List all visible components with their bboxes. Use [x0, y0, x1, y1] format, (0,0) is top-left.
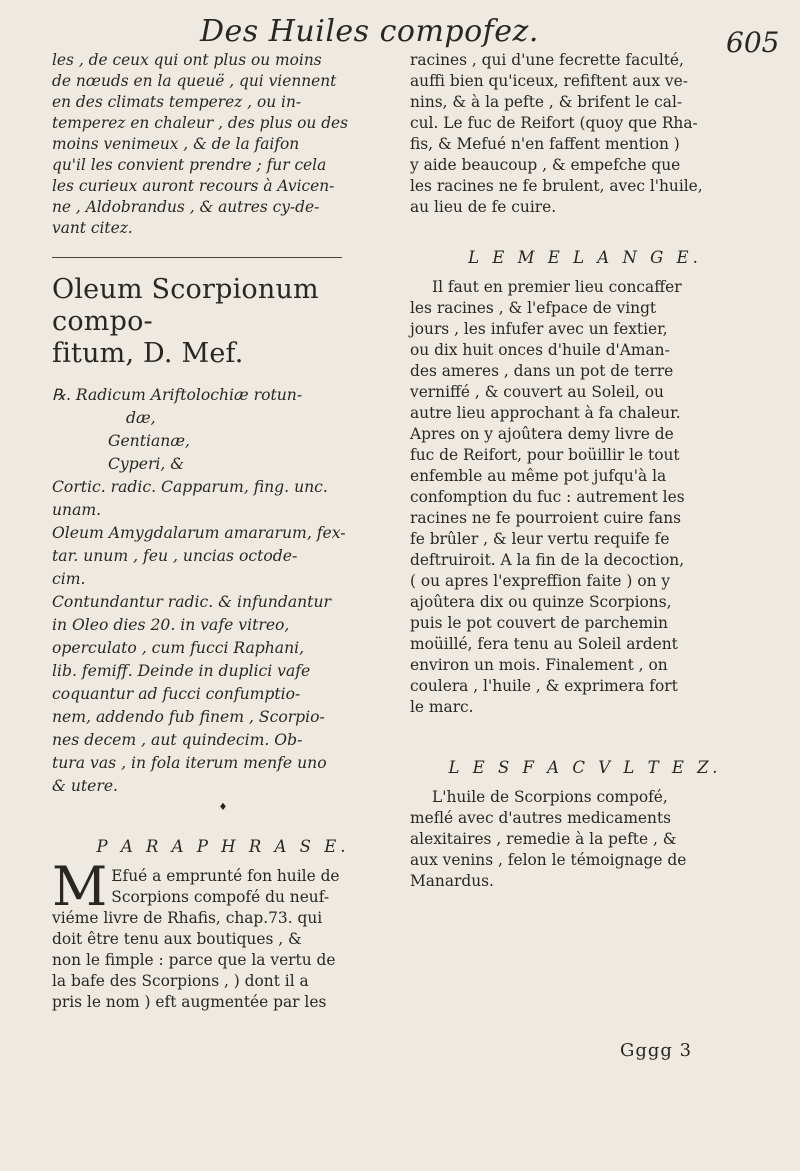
text-line: les curieux auront recours à Avicen- [52, 177, 335, 195]
paraphrase-heading: P A R A P H R A S E. [96, 837, 350, 856]
formula-line: operculato , cum fucci Raphani, [52, 639, 305, 657]
text-line: ajoûtera dix ou quinze Scorpions, [410, 593, 672, 611]
formula-line: Gentianæ, [108, 432, 190, 450]
text-line: meflé avec d'autres medicaments [410, 809, 672, 827]
formula-line: dæ, [126, 409, 156, 427]
text-line: racines , qui d'une fecrette faculté, [410, 51, 684, 69]
formula-line: unam. [52, 501, 102, 519]
text-line: environ un mois. Finalement , on [410, 656, 668, 674]
formula-line: nes decem , aut quindecim. Ob- [52, 731, 303, 749]
formula-line: ℞. Radicum Ariftolochiæ rotun- [52, 386, 303, 404]
formula-line: Contundantur radic. & infundantur [52, 593, 331, 611]
text-line: L'huile de Scorpions compofé, [432, 788, 668, 806]
left-column [52, 50, 394, 1013]
intro-paragraph-left [52, 50, 394, 239]
facultez-paragraph [410, 787, 760, 892]
drop-cap: M [52, 855, 108, 918]
paraphrase-paragraph [52, 855, 394, 1013]
page-number: 605 [726, 26, 780, 59]
formula-line: cim. [52, 570, 86, 588]
running-title: Des Huiles compofez. [200, 14, 539, 49]
text-line: Apres on y ajoûtera demy livre de [410, 425, 674, 443]
text-line: la bafe des Scorpions , ) dont il a [52, 972, 309, 990]
text-line: qu'il les convient prendre ; fur cela [52, 156, 327, 174]
text-line: doit être tenu aux boutiques , & [52, 930, 302, 948]
text-line: y aide beaucoup , & empefche que [410, 156, 681, 174]
text-line: deftruiroit. A la fin de la decoction, [410, 551, 685, 569]
text-line: Efué a emprunté fon huile de [111, 867, 340, 885]
right-column [410, 50, 760, 892]
text-line: ( ou apres l'expreffion faite ) on y [410, 572, 671, 590]
recipe-title [52, 274, 394, 370]
text-line: confomption du fuc : autrement les [410, 488, 685, 506]
formula-line: in Oleo dies 20. in vafe vitreo, [52, 616, 290, 634]
formula-line: Cortic. radic. Capparum, fing. unc. [52, 478, 328, 496]
text-line: racines ne fe pourroient cuire fans [410, 509, 682, 527]
section-divider [52, 257, 342, 258]
formula-line: tar. unum , feu , uncias octode- [52, 547, 298, 565]
melange-paragraph [410, 277, 760, 718]
text-line: verniffé , & couvert au Soleil, ou [410, 383, 664, 401]
text-line: ne , Aldobrandus , & autres cy-de- [52, 198, 320, 216]
text-line: puis le pot couvert de parchemin [410, 614, 668, 632]
recipe-title-line: fitum, D. Mef. [52, 338, 244, 369]
text-line: coulera , l'huile , & exprimera fort [410, 677, 678, 695]
text-line: auffi bien qu'iceux, refiftent aux ve- [410, 72, 688, 90]
text-line: fe brûler , & leur vertu requife fe [410, 530, 670, 548]
text-line: temperez en chaleur , des plus ou des [52, 114, 349, 132]
formula-line: Oleum Amygdalarum amararum, fex- [52, 524, 346, 542]
text-line: jours , les infufer avec un fextier, [410, 320, 668, 338]
text-line: ou dix huit onces d'huile d'Aman- [410, 341, 670, 359]
formula-line: lib. femiff. Deinde in duplici vafe [52, 662, 311, 680]
text-line: vant citez. [52, 219, 133, 237]
text-line: enfemble au même pot jufqu'à la [410, 467, 667, 485]
text-line: des ameres , dans un pot de terre [410, 362, 674, 380]
ornament-mark: ♦ [218, 802, 228, 813]
text-line: en des climats temperez , ou in- [52, 93, 302, 111]
text-line: les racines ne fe brulent, avec l'huile, [410, 177, 703, 195]
formula-line: & utere. [52, 777, 119, 795]
text-line: de nœuds en la queuë , qui viennent [52, 72, 337, 90]
text-line: aux venins , felon le témoignage de [410, 851, 687, 869]
formula-line: nem, addendo fub finem , Scorpio- [52, 708, 325, 726]
text-line: moüillé, fera tenu au Soleil ardent [410, 635, 678, 653]
text-line: cul. Le fuc de Reifort (quoy que Rha- [410, 114, 698, 132]
text-line: viéme livre de Rhafis, chap.73. qui [52, 909, 323, 927]
text-line: les , de ceux qui ont plus ou moins [52, 51, 322, 69]
facultez-heading: L E S F A C V L T E Z. [448, 758, 722, 777]
text-line: fis, & Mefué n'en faffent mention ) [410, 135, 680, 153]
recipe-title-line: Oleum Scorpionum compo- [52, 274, 319, 337]
formula-line: Cyperi, & [108, 455, 185, 473]
formula-line: tura vas , in fola iterum menfe uno [52, 754, 327, 772]
recipe-formula [52, 384, 394, 798]
signature-mark: Gggg 3 [620, 1040, 693, 1061]
text-line: nins, & à la pefte , & brifent le cal- [410, 93, 683, 111]
text-line: le marc. [410, 698, 474, 716]
text-line: pris le nom ) eft augmentée par les [52, 993, 327, 1011]
text-line: moins venimeux , & de la faifon [52, 135, 300, 153]
intro-paragraph-right [410, 50, 760, 218]
text-line: Il faut en premier lieu concaffer [432, 278, 682, 296]
text-line: non le fimple : parce que la vertu de [52, 951, 336, 969]
text-line: autre lieu approchant à fa chaleur. [410, 404, 681, 422]
text-line: alexitaires , remedie à la pefte , & [410, 830, 677, 848]
formula-line: coquantur ad fucci confumptio- [52, 685, 301, 703]
melange-heading: L E M E L A N G E. [468, 248, 702, 267]
text-line: au lieu de fe cuire. [410, 198, 557, 216]
text-line: Manardus. [410, 872, 494, 890]
text-line: fuc de Reifort, pour boüillir le tout [410, 446, 680, 464]
text-line: Scorpions compofé du neuf- [111, 888, 330, 906]
text-line: les racines , & l'efpace de vingt [410, 299, 657, 317]
